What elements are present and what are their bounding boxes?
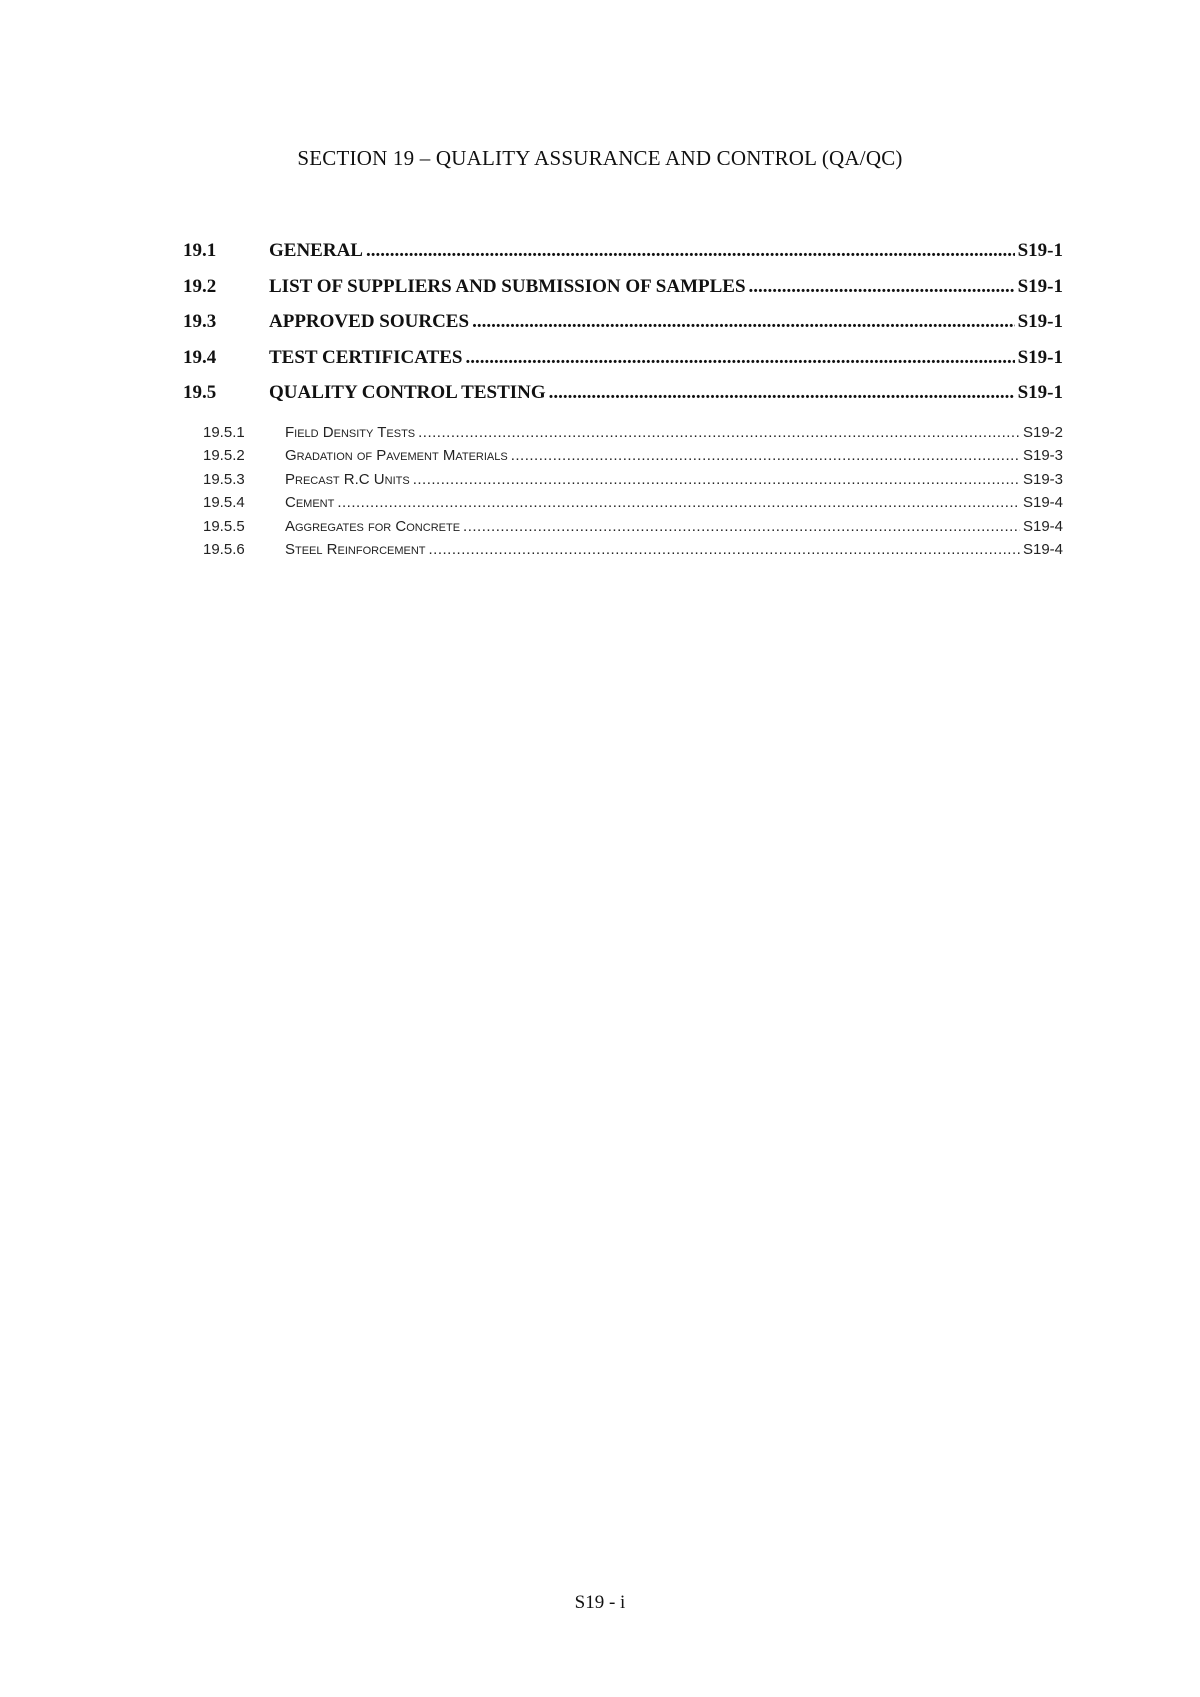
toc-subentry-title: Precast R.C Units <box>285 470 410 488</box>
toc-subentry-title: Field Density Tests <box>285 423 416 441</box>
toc-subentry-title: Cement <box>285 494 335 512</box>
toc-entry-title: TEST CERTIFICATES <box>269 346 463 368</box>
toc-entry[interactable] <box>183 382 1063 418</box>
toc-subentry[interactable] <box>183 494 1063 518</box>
toc-entry-number: 19.2 <box>183 275 217 297</box>
toc-subentry-page: S19-4 <box>1022 541 1063 559</box>
toc-subentry-number: 19.5.3 <box>203 470 245 488</box>
toc-subentry-title: Aggregates for Concrete <box>285 517 461 535</box>
dot-leader <box>463 518 1020 535</box>
toc-subentry-page: S19-2 <box>1022 423 1063 441</box>
toc-subentry-page: S19-3 <box>1022 470 1063 488</box>
toc-subentry-title: Gradation of Pavement Materials <box>285 447 508 465</box>
toc-subentry-number: 19.5.6 <box>203 541 245 559</box>
toc-entry-page: S19-1 <box>1017 311 1063 332</box>
table-of-contents <box>183 240 1063 565</box>
toc-entry[interactable] <box>183 240 1063 276</box>
toc-entry-title: LIST OF SUPPLIERS AND SUBMISSION OF SAMPLES <box>269 275 746 297</box>
toc-entry-title: QUALITY CONTROL TESTING <box>269 382 546 403</box>
toc-entry-number: 19.5 <box>183 382 217 403</box>
toc-entry[interactable] <box>183 347 1063 383</box>
dot-leader <box>465 347 1014 369</box>
toc-entry-title: GENERAL <box>269 240 363 261</box>
toc-entry-number: 19.4 <box>183 346 217 368</box>
dot-leader <box>429 541 1020 558</box>
toc-subentry-title: Steel Reinforcement <box>285 541 426 559</box>
toc-subsection-list <box>183 424 1063 566</box>
toc-entry-page: S19-1 <box>1017 240 1063 261</box>
dot-leader <box>418 424 1020 441</box>
dot-leader <box>511 447 1020 464</box>
toc-entry[interactable] <box>183 276 1063 312</box>
page-footer: S19 - i <box>574 1592 626 1613</box>
toc-subentry[interactable] <box>183 471 1063 495</box>
page-title: SECTION 19 – QUALITY ASSURANCE AND CONTROL (QA/QC) <box>297 146 903 170</box>
toc-subentry-page: S19-4 <box>1022 494 1063 512</box>
toc-subentry-page: S19-4 <box>1022 517 1063 535</box>
dot-leader <box>749 276 1015 298</box>
dot-leader <box>366 240 1015 262</box>
toc-subentry-number: 19.5.5 <box>203 517 245 535</box>
toc-subentry-number: 19.5.2 <box>203 447 245 465</box>
toc-entry-page: S19-1 <box>1017 346 1063 368</box>
toc-entry[interactable] <box>183 311 1063 347</box>
toc-entry-number: 19.1 <box>183 240 217 261</box>
toc-subentry-number: 19.5.4 <box>203 494 245 512</box>
toc-subentry[interactable] <box>183 518 1063 542</box>
toc-entry-page: S19-1 <box>1017 382 1063 403</box>
dot-leader <box>549 382 1015 404</box>
toc-entry-title: APPROVED SOURCES <box>269 311 470 332</box>
dot-leader <box>472 311 1015 333</box>
toc-entry-page: S19-1 <box>1017 275 1063 297</box>
toc-subentry-page: S19-3 <box>1022 447 1063 465</box>
toc-entry-number: 19.3 <box>183 311 217 332</box>
toc-subentry[interactable] <box>183 424 1063 448</box>
toc-subentry-number: 19.5.1 <box>203 423 245 441</box>
dot-leader <box>337 494 1020 511</box>
toc-subentry[interactable] <box>183 541 1063 565</box>
toc-subentry[interactable] <box>183 447 1063 471</box>
dot-leader <box>413 471 1020 488</box>
